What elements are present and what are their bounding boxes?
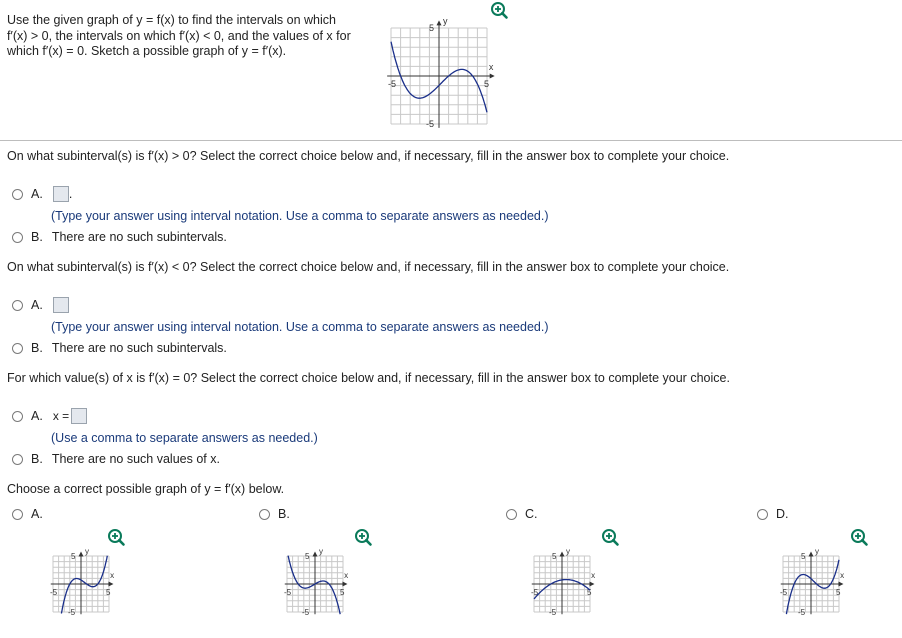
b-graph-svg: [275, 530, 353, 622]
y-tick-5: 5: [801, 552, 806, 561]
q1-option-a-letter: A.: [31, 187, 43, 201]
question-3-text: For which value(s) of x is f′(x) = 0? Select the correct choice below and, if necessary, fill in the answer box to complete your choice.: [7, 371, 730, 385]
q3-option-a[interactable]: [12, 408, 87, 424]
function-curve: [288, 556, 340, 615]
y-axis-arrow: [809, 552, 814, 557]
q3-option-b-radio[interactable]: [12, 454, 23, 465]
magnifier-plus-icon: [354, 528, 372, 546]
zoom-choice-a-icon[interactable]: [107, 528, 125, 549]
x-axis-arrow: [108, 582, 113, 587]
q4-option-d-letter: D.: [776, 507, 789, 521]
q4-option-b-letter: B.: [278, 507, 290, 521]
q2-option-b-letter: B.: [31, 341, 43, 355]
x-tick-5: 5: [587, 588, 592, 597]
q1-option-a-hint: (Type your answer using interval notation. Use a comma to separate answers as needed.): [51, 209, 549, 223]
problem-statement: [7, 13, 377, 60]
y-tick-neg5: -5: [68, 608, 76, 617]
q1-answer-suffix: .: [68, 187, 73, 201]
q3-answer-box[interactable]: [71, 408, 87, 424]
question-1-text: On what subinterval(s) is f′(x) > 0? Select the correct choice below and, if necessary, fill in the answer box to complete your choice.: [7, 149, 730, 163]
x-tick-5: 5: [340, 588, 345, 597]
q3-option-b-letter: B.: [31, 452, 43, 466]
given-graph: [388, 5, 520, 129]
choice-d-graph[interactable]: [771, 530, 849, 622]
q2-option-b-text: There are no such subintervals.: [51, 341, 227, 355]
x-axis-arrow: [342, 582, 347, 587]
x-axis-arrow: [490, 74, 495, 79]
q2-option-a[interactable]: [12, 297, 69, 313]
q4-option-a[interactable]: [12, 507, 43, 521]
y-axis-label: y: [319, 546, 323, 556]
y-tick-5: 5: [305, 552, 310, 561]
y-tick-neg5: -5: [798, 608, 806, 617]
q1-answer-box[interactable]: [53, 186, 69, 202]
q3-x-equals: x =: [52, 409, 70, 423]
y-axis-label: y: [443, 16, 448, 27]
y-axis-arrow: [437, 20, 442, 25]
q4-option-c-letter: C.: [525, 507, 538, 521]
q2-option-a-letter: A.: [31, 298, 43, 312]
x-axis-arrow: [589, 582, 594, 587]
choice-c-graph[interactable]: [522, 530, 600, 622]
q4-option-d-radio[interactable]: [757, 509, 768, 520]
y-axis-label: y: [85, 546, 89, 556]
y-tick-5: 5: [552, 552, 557, 561]
zoom-choice-c-icon[interactable]: [601, 528, 619, 549]
y-axis-arrow: [79, 552, 84, 557]
magnifier-plus-icon: [601, 528, 619, 546]
q2-option-b-radio[interactable]: [12, 343, 23, 354]
q3-option-a-hint: (Use a comma to separate answers as needed.): [51, 431, 318, 445]
magnifier-plus-icon: [490, 1, 508, 19]
x-tick-neg5: -5: [531, 588, 539, 597]
q2-answer-box[interactable]: [53, 297, 69, 313]
x-tick-neg5: -5: [284, 588, 292, 597]
y-tick-neg5: -5: [426, 119, 435, 129]
q1-option-b-letter: B.: [31, 230, 43, 244]
x-axis-label: x: [840, 571, 845, 580]
y-tick-neg5: -5: [302, 608, 310, 617]
q4-option-c[interactable]: [506, 507, 538, 521]
x-axis-label: x: [344, 571, 349, 580]
x-tick-5: 5: [836, 588, 841, 597]
q1-option-b-radio[interactable]: [12, 232, 23, 243]
q1-option-a[interactable]: [12, 186, 72, 202]
y-tick-5: 5: [429, 23, 435, 33]
q1-option-a-radio[interactable]: [12, 189, 23, 200]
x-tick-5: 5: [106, 588, 111, 597]
c-graph-svg: [522, 530, 600, 622]
y-axis-label: y: [815, 546, 819, 556]
q2-option-a-radio[interactable]: [12, 300, 23, 311]
q2-option-b[interactable]: [12, 341, 227, 355]
x-axis-label: x: [591, 571, 596, 580]
divider: [0, 140, 902, 141]
y-tick-5: 5: [71, 552, 76, 561]
q3-option-b[interactable]: [12, 452, 220, 466]
x-tick-neg5: -5: [780, 588, 788, 597]
question-2-text: On what subinterval(s) is f′(x) < 0? Select the correct choice below and, if necessary, fill in the answer box to complete your choice.: [7, 260, 730, 274]
y-axis-arrow: [313, 552, 318, 557]
y-tick-neg5: -5: [549, 608, 557, 617]
magnifier-plus-icon: [107, 528, 125, 546]
magnifier-plus-icon: [850, 528, 868, 546]
x-axis-arrow: [838, 582, 843, 587]
problem-line-2: f′(x) > 0, the intervals on which f′(x) < 0, and the values of x for: [7, 28, 351, 43]
zoom-choice-d-icon[interactable]: [850, 528, 868, 549]
d-graph-svg: [771, 530, 849, 622]
x-axis-label: x: [110, 571, 115, 580]
q1-option-b-text: There are no such subintervals.: [51, 230, 227, 244]
question-4-text: Choose a correct possible graph of y = f′(x) below.: [7, 482, 285, 496]
q3-option-b-text: There are no such values of x.: [51, 452, 220, 466]
q4-option-a-radio[interactable]: [12, 509, 23, 520]
q4-option-d[interactable]: [757, 507, 789, 521]
main-graph-svg: [388, 5, 520, 129]
x-tick-neg5: -5: [50, 588, 58, 597]
function-curve: [61, 556, 107, 614]
q4-option-a-letter: A.: [31, 507, 43, 521]
choice-b-graph[interactable]: [275, 530, 353, 622]
x-tick-neg5: -5: [388, 79, 397, 89]
y-axis-arrow: [560, 552, 565, 557]
problem-line-3: which f′(x) = 0. Sketch a possible graph of y = f′(x).: [7, 44, 287, 58]
q4-option-b[interactable]: [259, 507, 290, 521]
q3-option-a-radio[interactable]: [12, 411, 23, 422]
zoom-choice-b-icon[interactable]: [354, 528, 372, 549]
q4-option-c-radio[interactable]: [506, 509, 517, 520]
x-tick-5: 5: [484, 79, 490, 89]
q4-option-b-radio[interactable]: [259, 509, 270, 520]
q2-option-a-hint: (Type your answer using interval notation. Use a comma to separate answers as needed.): [51, 320, 549, 334]
zoom-main-graph-icon[interactable]: [490, 1, 508, 22]
q1-option-b[interactable]: [12, 230, 227, 244]
problem-line-1: Use the given graph of y = f(x) to find the intervals on which: [7, 13, 336, 27]
x-axis-label: x: [488, 62, 494, 72]
y-axis-label: y: [566, 546, 570, 556]
q3-option-a-letter: A.: [31, 409, 43, 423]
